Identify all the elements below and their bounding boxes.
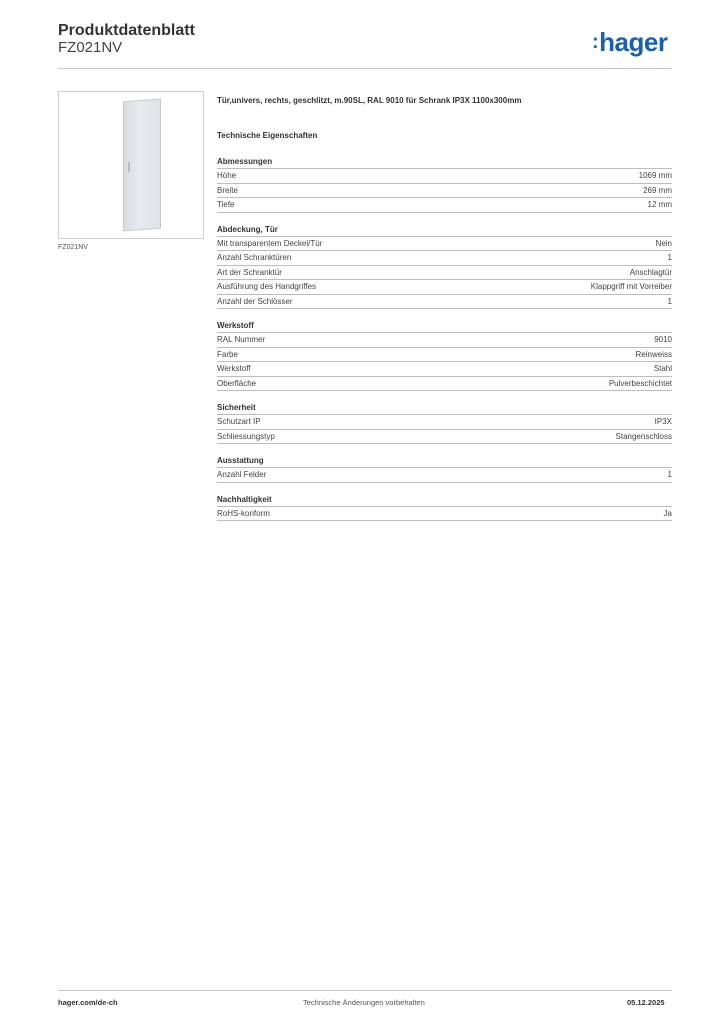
door-illustration <box>123 99 161 232</box>
spec-sections <box>217 156 672 521</box>
footer-date: 05.12.2025 <box>627 998 665 1007</box>
spec-row <box>217 429 672 445</box>
spec-label: Breite <box>217 185 238 195</box>
product-code: FZ021NV <box>58 39 123 56</box>
spec-row <box>217 183 672 198</box>
logo-text: hager <box>599 27 668 57</box>
spec-value: 1 <box>667 470 672 479</box>
product-image <box>58 91 204 239</box>
spec-value: Klappgriff mit Vorreiber <box>590 282 672 291</box>
spec-table <box>217 467 672 483</box>
section-title: Werkstoff <box>217 321 254 330</box>
product-description: Tür,univers, rechts, geschlitzt, m.90SL, RAL 9010 für Schrank IP3X 1100x300mm <box>217 96 522 105</box>
spec-table <box>217 414 672 444</box>
image-caption: FZ021NV <box>58 244 88 251</box>
spec-row <box>217 506 672 522</box>
spec-row <box>217 332 672 347</box>
spec-table <box>217 332 672 391</box>
section-title: Nachhaltigkeit <box>217 494 272 504</box>
footer-divider <box>58 990 672 991</box>
spec-value: Reinweiss <box>635 349 672 359</box>
tech-heading: Technische Eigenschaften <box>217 131 318 140</box>
spec-content <box>217 96 672 521</box>
footer-disclaimer: Technische Änderungen vorbehalten <box>303 998 425 1007</box>
section-title: Ausstattung <box>217 456 264 465</box>
spec-section <box>217 320 672 391</box>
spec-label: Art der Schranktür <box>217 267 282 277</box>
spec-value: Pulverbeschichtet <box>608 378 672 388</box>
spec-value: 1 <box>667 253 672 262</box>
spec-label: Tiefe <box>217 200 235 209</box>
spec-label: Schutzart IP <box>217 417 261 426</box>
spec-section <box>217 224 672 310</box>
spec-table <box>217 168 672 213</box>
spec-section <box>217 402 672 444</box>
spec-value: 12 mm <box>647 200 672 209</box>
spec-label: RAL Nummer <box>217 335 266 344</box>
spec-label: Schliessungstyp <box>217 431 275 441</box>
spec-value: Ja <box>663 508 672 518</box>
section-title: Abmessungen <box>217 157 273 166</box>
spec-label: Anzahl der Schlösser <box>217 296 293 306</box>
spec-value: Stangenschloss <box>615 431 672 441</box>
spec-label: Anzahl Schranktüren <box>217 253 292 262</box>
spec-row <box>217 168 672 183</box>
spec-row <box>217 361 672 376</box>
spec-value: 1069 mm <box>638 171 672 180</box>
spec-label: RoHS-konform <box>217 508 270 518</box>
spec-row <box>217 467 672 483</box>
spec-section <box>217 156 672 213</box>
spec-row <box>217 347 672 362</box>
spec-table <box>217 506 672 522</box>
spec-row <box>217 265 672 280</box>
spec-label: Anzahl Felder <box>217 470 267 479</box>
spec-value: 9010 <box>654 335 672 344</box>
spec-label: Farbe <box>217 349 238 359</box>
hager-logo[interactable]: :hager <box>592 27 668 57</box>
spec-row <box>217 294 672 310</box>
section-title: Abdeckung, Tür <box>217 224 278 234</box>
spec-label: Oberfläche <box>217 378 257 388</box>
spec-value: 1 <box>667 296 672 306</box>
spec-row <box>217 236 672 251</box>
spec-row <box>217 414 672 429</box>
spec-value: Nein <box>655 238 672 248</box>
spec-row <box>217 250 672 265</box>
spec-label: Ausführung des Handgriffes <box>217 282 317 291</box>
spec-value: IP3X <box>654 417 672 426</box>
spec-label: Mit transparentem Deckel/Tür <box>217 238 323 248</box>
header-divider <box>58 68 672 69</box>
spec-value: Stahl <box>653 364 672 373</box>
door-handle <box>128 162 130 172</box>
spec-row <box>217 376 672 392</box>
spec-row <box>217 279 672 294</box>
section-title: Sicherheit <box>217 403 256 412</box>
footer-website-link[interactable]: hager.com/de-ch <box>58 998 118 1007</box>
spec-table <box>217 236 672 310</box>
spec-row <box>217 197 672 213</box>
spec-value: Anschlagtür <box>629 267 672 277</box>
spec-value: 269 mm <box>643 185 672 195</box>
spec-label: Werkstoff <box>217 364 251 373</box>
spec-section <box>217 455 672 483</box>
spec-label: Höhe <box>217 171 237 180</box>
page-title: Produktdatenblatt <box>58 22 195 39</box>
spec-section <box>217 494 672 522</box>
